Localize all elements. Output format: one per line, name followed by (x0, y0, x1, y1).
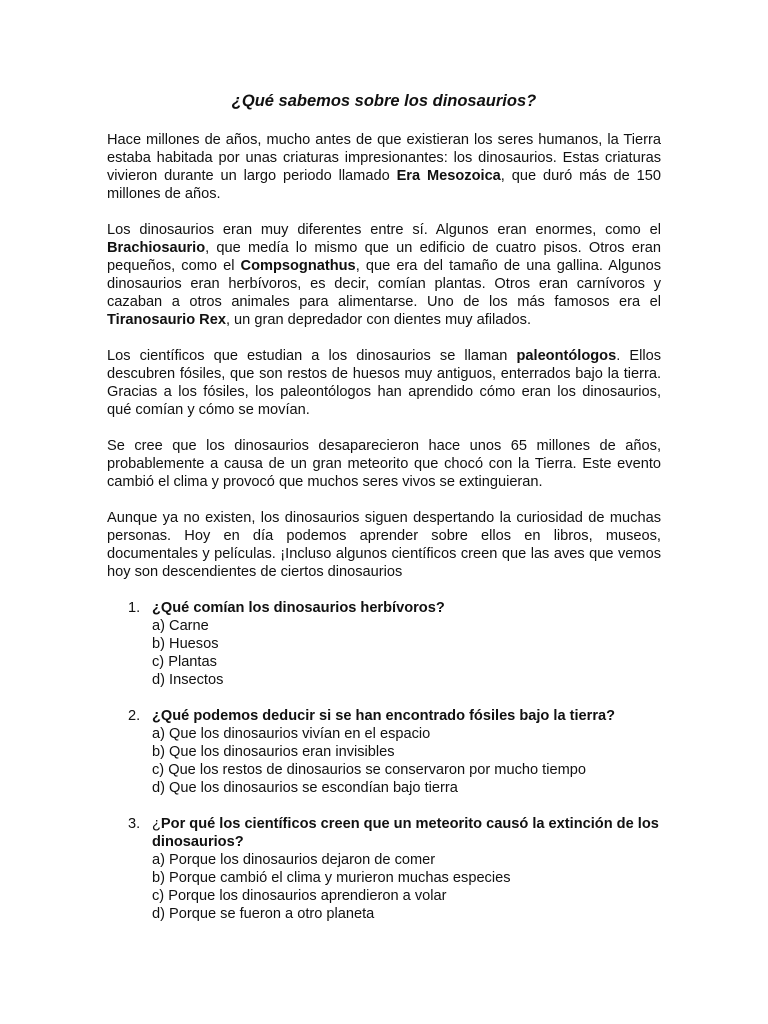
text-run: Se cree que los dinosaurios desaparecieron hace unos 65 millones de años, probablemente a causa de un gran meteorito que chocó con la Tierra. Este evento cambió el clima y provocó que muchos seres vivos se extinguieran. (107, 438, 661, 490)
text-run: Hace millones de años, mucho antes de que existieran los seres humanos, la Tierra estaba habitada por unas criaturas impresionantes: los dinosaurios. Estas criaturas vivieron durante un largo periodo llamado (107, 132, 661, 184)
question-body: Por qué los científicos creen que un meteorito causó la extinción de los dinosaurios? (152, 816, 659, 850)
text-run: Los dinosaurios eran muy diferentes entre sí. Algunos eran enormes, como el (107, 222, 661, 238)
answer-option: b) Que los dinosaurios eran invisibles (152, 744, 395, 760)
body-paragraphs (107, 131, 661, 581)
answer-option: a) Carne (152, 618, 209, 634)
answer-option: b) Huesos (152, 636, 219, 652)
answer-option: d) Que los dinosaurios se escondían bajo tierra (152, 780, 458, 796)
question-number: 1. (128, 600, 141, 616)
question-item (107, 707, 661, 797)
bold-term: Compsognathus (240, 258, 356, 274)
question-body: ¿Qué comían los dinosaurios herbívoros? (152, 600, 445, 616)
question-body: ¿Qué podemos deducir si se han encontrado fósiles bajo la tierra? (152, 708, 616, 724)
question-text (152, 599, 661, 617)
question-text (152, 815, 661, 851)
bold-term: Tiranosaurio Rex (107, 312, 226, 328)
text-run: , un gran depredador con dientes muy afilados. (225, 312, 531, 328)
answer-option: c) Plantas (152, 654, 217, 670)
question-lead: ¿ (152, 816, 161, 832)
bold-term: Era Mesozoica (396, 168, 501, 184)
document-page (107, 91, 661, 941)
answer-option: b) Porque cambió el clima y murieron muchas especies (152, 870, 511, 886)
bold-term: paleontólogos (516, 348, 617, 364)
text-run: Aunque ya no existen, los dinosaurios siguen despertando la curiosidad de muchas personas. Hoy en día podemos aprender sobre ellos en libros, museos, documentales y películas. ¡Incluso algunos científicos creen que las aves que vemos hoy son descendientes de ciertos dinosaurios (107, 510, 661, 580)
text-run: . Ellos descubren fósiles, que son restos de huesos muy antiguos, enterrados bajo la tierra. Gracias a los fósiles, los paleontólogos han aprendido cómo eran los dinosaurios, qué comían y cómo se movían. (107, 348, 661, 418)
answer-option: c) Que los restos de dinosaurios se conservaron por mucho tiempo (152, 762, 586, 778)
answer-option: a) Que los dinosaurios vivían en el espacio (152, 726, 431, 742)
question-item (107, 599, 661, 689)
paragraph (107, 221, 661, 329)
question-number: 3. (128, 816, 141, 832)
question-item (107, 815, 661, 923)
answer-option: c) Porque los dinosaurios aprendieron a volar (152, 888, 447, 904)
question-number: 2. (128, 708, 141, 724)
question-text (152, 707, 661, 725)
text-run: , que duró más de 150 millones de años. (107, 168, 661, 202)
document-title: ¿Qué sabemos sobre los dinosaurios? (231, 92, 537, 110)
paragraph (107, 131, 661, 203)
paragraph (107, 347, 661, 419)
text-run: , que era del tamaño de una gallina. Algunos dinosaurios eran herbívoros, es decir, comían plantas. Otros eran carnívoros y cazaban a otros animales para alimentarse. Uno de los más famosos era el (107, 258, 661, 310)
text-run: , que medía lo mismo que un edificio de cuatro pisos. Otros eran pequeños, como el (107, 240, 661, 274)
paragraph (107, 509, 661, 581)
answer-option: d) Porque se fueron a otro planeta (152, 906, 375, 922)
paragraph (107, 437, 661, 491)
answer-option: a) Porque los dinosaurios dejaron de comer (152, 852, 436, 868)
bold-term: Brachiosaurio (107, 240, 206, 256)
question-list (107, 599, 661, 923)
answer-option: d) Insectos (152, 672, 224, 688)
text-run: Los científicos que estudian a los dinosaurios se llaman (107, 348, 517, 364)
